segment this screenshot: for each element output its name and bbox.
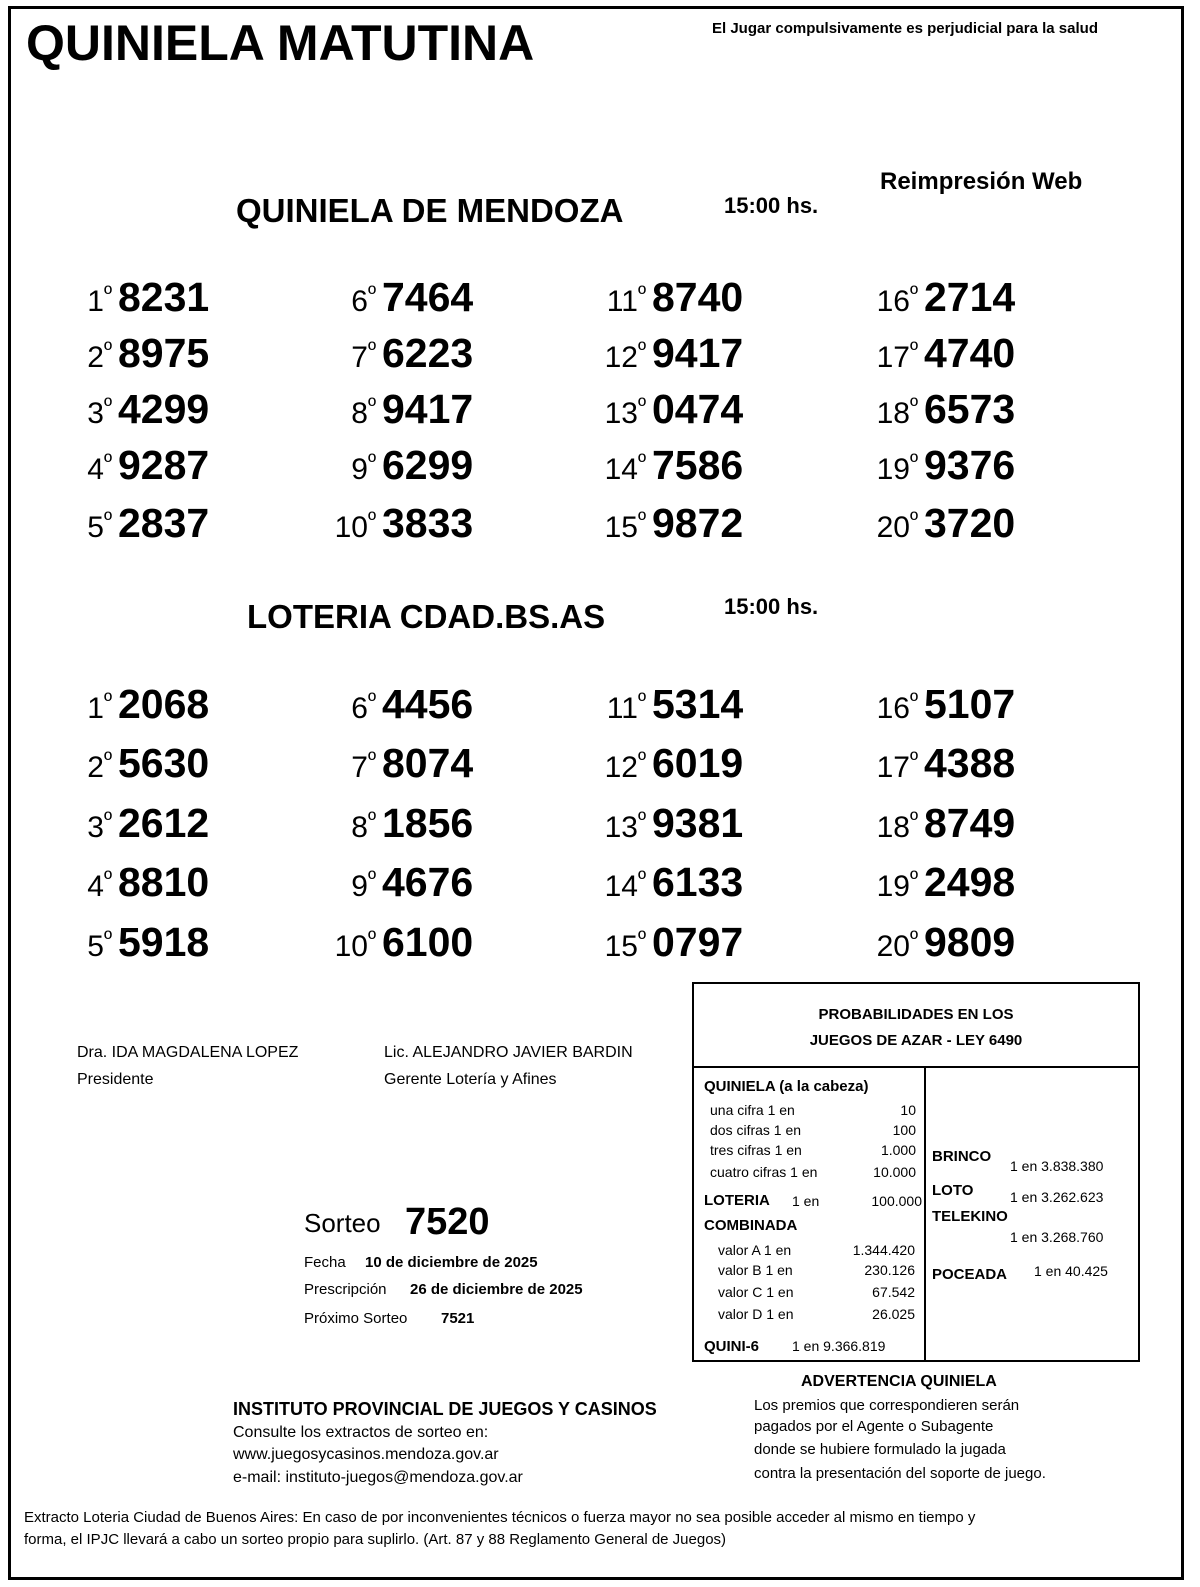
ordinal-suffix: º [637, 688, 646, 713]
result-position-number: 13 [604, 811, 638, 844]
fecha-label: Fecha [304, 1254, 346, 1271]
ordinal-suffix: º [367, 688, 376, 713]
result-number: 7586 [652, 442, 744, 488]
result-cell [876, 274, 1036, 321]
result-position-number: 16 [876, 692, 910, 725]
result-cell [604, 500, 764, 547]
ordinal-suffix: º [909, 507, 918, 532]
ordinal-suffix: º [637, 281, 646, 306]
result-position-number: 1 [87, 285, 104, 318]
result-number: 2068 [118, 681, 210, 727]
result-position-number: 16 [876, 285, 910, 318]
result-position-number: 19 [876, 870, 910, 903]
institute-line-1: Consulte los extractos de sorteo en: [233, 1424, 489, 1441]
result-number: 4388 [924, 740, 1016, 786]
result-position-number: 8 [351, 811, 368, 844]
result-cell [70, 919, 230, 966]
page-title: QUINIELA MATUTINA [26, 15, 535, 71]
result-number: 6133 [652, 859, 744, 905]
result-cell [876, 919, 1036, 966]
result-position-number: 5 [87, 511, 104, 544]
result-cell [70, 500, 230, 547]
result-number: 5107 [924, 681, 1016, 727]
combinada-odds-label: valor A 1 en [718, 1242, 792, 1258]
signature-2-role: Gerente Lotería y Afines [384, 1071, 557, 1088]
result-cell [334, 386, 494, 433]
result-position-number: 15 [604, 511, 638, 544]
result-number: 5918 [118, 919, 210, 965]
result-number: 9872 [652, 500, 744, 546]
probabilities-divider [924, 1068, 926, 1362]
result-number: 2498 [924, 859, 1016, 905]
probabilities-header [694, 984, 1138, 1068]
result-position [334, 866, 376, 904]
telekino-odds-label: TELEKINO [932, 1208, 1008, 1225]
result-number: 5630 [118, 740, 210, 786]
health-warning: El Jugar compulsivamente es perjudicial para la salud [712, 20, 1098, 37]
ordinal-suffix: º [637, 449, 646, 474]
result-position [604, 393, 646, 431]
result-cell [334, 919, 494, 966]
result-position [604, 449, 646, 487]
result-position-number: 20 [876, 930, 910, 963]
loto-odds-value: 1 en 3.262.623 [1010, 1189, 1104, 1205]
combinada-odds-value: 1.344.420 [852, 1242, 915, 1258]
ordinal-suffix: º [367, 281, 376, 306]
mendoza-section-title: QUINIELA DE MENDOZA [236, 192, 624, 229]
result-cell [604, 386, 764, 433]
ordinal-suffix: º [367, 807, 376, 832]
result-number: 9376 [924, 442, 1016, 488]
ordinal-suffix: º [909, 747, 918, 772]
institute-name: INSTITUTO PROVINCIAL DE JUEGOS Y CASINOS [233, 1399, 657, 1419]
footer-line-2: forma, el IPJC llevará a cabo un sorteo propio para suplirlo. (Art. 87 y 88 Reglamento General de Juegos) [24, 1531, 727, 1548]
quiniela-odds-label: cuatro cifras 1 en [710, 1164, 818, 1180]
result-position-number: 15 [604, 930, 638, 963]
combinada-odds-label: valor D 1 en [718, 1306, 794, 1322]
result-cell [876, 500, 1036, 547]
result-position [334, 688, 376, 726]
quiniela-odds-value: 10.000 [873, 1164, 916, 1180]
result-number: 9417 [382, 386, 474, 432]
brinco-odds-value: 1 en 3.838.380 [1010, 1158, 1104, 1174]
ordinal-suffix: º [103, 337, 112, 362]
result-cell [876, 681, 1036, 728]
ordinal-suffix: º [909, 393, 918, 418]
result-number: 6299 [382, 442, 474, 488]
loto-odds-label: LOTO [932, 1182, 974, 1199]
loteria-odds-label: LOTERIA [704, 1192, 770, 1209]
result-position [876, 281, 918, 319]
institute-email: e-mail: instituto-juegos@mendoza.gov.ar [233, 1469, 523, 1486]
signature-1-role: Presidente [77, 1071, 154, 1088]
result-cell [334, 740, 494, 787]
probabilities-box [692, 982, 1140, 1362]
ordinal-suffix: º [367, 866, 376, 891]
institute-website: www.juegosycasinos.mendoza.gov.ar [233, 1446, 499, 1463]
signature-1-name: Dra. IDA MAGDALENA LOPEZ [77, 1044, 299, 1061]
result-cell [70, 859, 230, 906]
result-cell [334, 681, 494, 728]
ordinal-suffix: º [103, 281, 112, 306]
ordinal-suffix: º [103, 393, 112, 418]
ordinal-suffix: º [909, 926, 918, 951]
ordinal-suffix: º [367, 507, 376, 532]
result-position [334, 337, 376, 375]
result-position-number: 12 [604, 341, 638, 374]
result-position [334, 807, 376, 845]
result-cell [876, 442, 1036, 489]
ordinal-suffix: º [367, 926, 376, 951]
result-position-number: 4 [87, 453, 104, 486]
ordinal-suffix: º [637, 747, 646, 772]
result-cell [604, 800, 764, 847]
loteria-section-title: LOTERIA CDAD.BS.AS [247, 598, 606, 635]
reprint-label: Reimpresión Web [880, 168, 1083, 195]
result-cell [876, 330, 1036, 377]
result-position-number: 14 [604, 453, 638, 486]
combinada-odds-title: COMBINADA [704, 1217, 798, 1234]
result-number: 6573 [924, 386, 1016, 432]
quiniela-odds-label: una cifra 1 en [710, 1102, 795, 1118]
result-number: 8074 [382, 740, 474, 786]
result-number: 9287 [118, 442, 210, 488]
result-cell [876, 386, 1036, 433]
ordinal-suffix: º [103, 688, 112, 713]
result-position [70, 507, 112, 545]
ordinal-suffix: º [909, 688, 918, 713]
ordinal-suffix: º [909, 449, 918, 474]
result-position [604, 507, 646, 545]
combinada-odds-label: valor B 1 en [718, 1262, 793, 1278]
result-position [604, 747, 646, 785]
result-number: 2612 [118, 800, 210, 846]
combinada-odds-value: 67.542 [872, 1284, 915, 1300]
loteria-odds-value: 100.000 [871, 1193, 922, 1209]
advertencia-line: donde se hubiere formulado la jugada [754, 1441, 1006, 1458]
ordinal-suffix: º [367, 337, 376, 362]
result-position-number: 2 [87, 341, 104, 374]
ordinal-suffix: º [637, 926, 646, 951]
ordinal-suffix: º [909, 866, 918, 891]
result-position [70, 688, 112, 726]
result-position [70, 393, 112, 431]
prescripcion-value: 26 de diciembre de 2025 [410, 1281, 583, 1298]
quiniela-odds-value: 1.000 [880, 1142, 916, 1158]
result-position [604, 337, 646, 375]
result-number: 9417 [652, 330, 744, 376]
result-position [334, 393, 376, 431]
result-position-number: 10 [334, 930, 368, 963]
result-position [876, 449, 918, 487]
result-number: 0474 [652, 386, 744, 432]
sorteo-number: 7520 [405, 1201, 490, 1243]
advertencia-title: ADVERTENCIA QUINIELA [801, 1373, 997, 1390]
result-number: 8740 [652, 274, 744, 320]
result-cell [70, 740, 230, 787]
result-number: 8231 [118, 274, 210, 320]
result-position [876, 747, 918, 785]
result-position-number: 7 [351, 341, 368, 374]
result-cell [334, 500, 494, 547]
result-position [604, 281, 646, 319]
result-position-number: 5 [87, 930, 104, 963]
ordinal-suffix: º [367, 393, 376, 418]
fecha-value: 10 de diciembre de 2025 [365, 1254, 538, 1271]
prescripcion-label: Prescripción [304, 1281, 387, 1298]
quiniela-odds-value: 100 [892, 1122, 916, 1138]
result-position-number: 9 [351, 453, 368, 486]
brinco-odds-label: BRINCO [932, 1148, 992, 1165]
result-cell [70, 800, 230, 847]
poceada-odds-label: POCEADA [932, 1266, 1008, 1283]
result-position-number: 4 [87, 870, 104, 903]
ordinal-suffix: º [103, 926, 112, 951]
signature-2-name: Lic. ALEJANDRO JAVIER BARDIN [384, 1044, 633, 1061]
ordinal-suffix: º [909, 281, 918, 306]
result-cell [604, 919, 764, 966]
advertencia-line: Los premios que correspondieren serán [754, 1397, 1020, 1414]
ordinal-suffix: º [103, 807, 112, 832]
result-number: 8810 [118, 859, 210, 905]
ordinal-suffix: º [103, 507, 112, 532]
result-number: 8749 [924, 800, 1016, 846]
result-cell [334, 442, 494, 489]
combinada-odds-label: valor C 1 en [718, 1284, 794, 1300]
result-position [334, 449, 376, 487]
quini6-odds-value: 1 en 9.366.819 [792, 1338, 886, 1354]
result-cell [604, 274, 764, 321]
proximo-sorteo-label: Próximo Sorteo [304, 1310, 408, 1327]
result-position [604, 807, 646, 845]
result-cell [70, 330, 230, 377]
result-position [604, 866, 646, 904]
result-cell [70, 386, 230, 433]
result-cell [334, 800, 494, 847]
result-position [876, 866, 918, 904]
result-number: 3833 [382, 500, 474, 546]
result-position [70, 866, 112, 904]
combinada-odds-value: 26.025 [872, 1306, 915, 1322]
result-cell [604, 330, 764, 377]
result-position [334, 507, 376, 545]
result-position-number: 18 [876, 811, 910, 844]
result-position-number: 2 [87, 751, 104, 784]
result-number: 1856 [382, 800, 474, 846]
result-cell [876, 800, 1036, 847]
result-position-number: 18 [876, 397, 910, 430]
result-position-number: 3 [87, 811, 104, 844]
result-number: 4456 [382, 681, 474, 727]
quiniela-odds-label: tres cifras 1 en [710, 1142, 802, 1158]
result-cell [334, 330, 494, 377]
ordinal-suffix: º [637, 337, 646, 362]
result-position-number: 17 [876, 751, 910, 784]
result-cell [604, 442, 764, 489]
ordinal-suffix: º [367, 449, 376, 474]
result-cell [604, 740, 764, 787]
result-number: 6223 [382, 330, 474, 376]
result-number: 9381 [652, 800, 744, 846]
result-position [604, 688, 646, 726]
result-number: 8975 [118, 330, 210, 376]
result-number: 9809 [924, 919, 1016, 965]
result-number: 2837 [118, 500, 210, 546]
quini6-odds-label: QUINI-6 [704, 1338, 760, 1355]
advertencia-line: contra la presentación del soporte de juego. [754, 1465, 1046, 1482]
result-position [70, 281, 112, 319]
result-position [876, 807, 918, 845]
telekino-odds-value: 1 en 3.268.760 [1010, 1229, 1104, 1245]
result-position-number: 11 [606, 692, 638, 725]
result-position [70, 337, 112, 375]
result-position [876, 926, 918, 964]
result-position-number: 9 [351, 870, 368, 903]
result-position [876, 507, 918, 545]
combinada-odds-value: 230.126 [864, 1262, 915, 1278]
result-position [604, 926, 646, 964]
result-position-number: 19 [876, 453, 910, 486]
result-position-number: 10 [334, 511, 368, 544]
result-number: 6019 [652, 740, 744, 786]
result-number: 3720 [924, 500, 1016, 546]
result-cell [70, 442, 230, 489]
result-number: 2714 [924, 274, 1016, 320]
result-position-number: 7 [351, 751, 368, 784]
result-position [334, 281, 376, 319]
footer-line-1: Extracto Loteria Ciudad de Buenos Aires: En caso de por inconvenientes técnicos o fuerza mayor no sea posible acceder al mismo en tiempo y [24, 1509, 976, 1526]
result-number: 0797 [652, 919, 744, 965]
result-position [70, 926, 112, 964]
loteria-odds-text: 1 en [792, 1193, 820, 1209]
ordinal-suffix: º [103, 866, 112, 891]
result-position-number: 8 [351, 397, 368, 430]
result-position-number: 13 [604, 397, 638, 430]
result-number: 4299 [118, 386, 210, 432]
quiniela-odds-value: 10 [900, 1102, 916, 1118]
ordinal-suffix: º [637, 393, 646, 418]
ordinal-suffix: º [367, 747, 376, 772]
ordinal-suffix: º [637, 866, 646, 891]
result-position [876, 337, 918, 375]
result-position [70, 747, 112, 785]
proximo-sorteo-value: 7521 [441, 1310, 475, 1327]
result-number: 6100 [382, 919, 474, 965]
result-position [70, 449, 112, 487]
result-position-number: 6 [351, 285, 368, 318]
result-number: 4740 [924, 330, 1016, 376]
result-cell [334, 859, 494, 906]
ordinal-suffix: º [637, 807, 646, 832]
ordinal-suffix: º [909, 337, 918, 362]
result-cell [334, 274, 494, 321]
result-position-number: 11 [606, 285, 638, 318]
result-position-number: 20 [876, 511, 910, 544]
result-position [876, 688, 918, 726]
result-position [876, 393, 918, 431]
result-cell [70, 681, 230, 728]
ordinal-suffix: º [637, 507, 646, 532]
ordinal-suffix: º [103, 449, 112, 474]
quiniela-odds-label: dos cifras 1 en [710, 1122, 802, 1138]
result-cell [876, 859, 1036, 906]
loteria-section-time: 15:00 hs. [724, 594, 819, 619]
result-cell [604, 859, 764, 906]
result-position-number: 14 [604, 870, 638, 903]
result-number: 5314 [652, 681, 744, 727]
result-cell [604, 681, 764, 728]
ordinal-suffix: º [909, 807, 918, 832]
probabilities-title-2: JUEGOS DE AZAR - LEY 6490 [809, 1032, 1023, 1049]
probabilities-title-1: PROBABILIDADES EN LOS [818, 1006, 1014, 1023]
result-position-number: 12 [604, 751, 638, 784]
result-number: 4676 [382, 859, 474, 905]
result-position [334, 926, 376, 964]
result-position [70, 807, 112, 845]
advertencia-line: pagados por el Agente o Subagente [754, 1418, 994, 1435]
result-position-number: 17 [876, 341, 910, 374]
result-position-number: 3 [87, 397, 104, 430]
result-position-number: 6 [351, 692, 368, 725]
result-position-number: 1 [87, 692, 104, 725]
mendoza-section-time: 15:00 hs. [724, 193, 819, 218]
poceada-odds-value: 1 en 40.425 [1034, 1263, 1108, 1279]
result-cell [876, 740, 1036, 787]
result-position [334, 747, 376, 785]
ordinal-suffix: º [103, 747, 112, 772]
sorteo-label: Sorteo [304, 1208, 381, 1238]
quiniela-odds-title: QUINIELA (a la cabeza) [704, 1078, 869, 1095]
result-number: 7464 [382, 274, 474, 320]
result-cell [70, 274, 230, 321]
